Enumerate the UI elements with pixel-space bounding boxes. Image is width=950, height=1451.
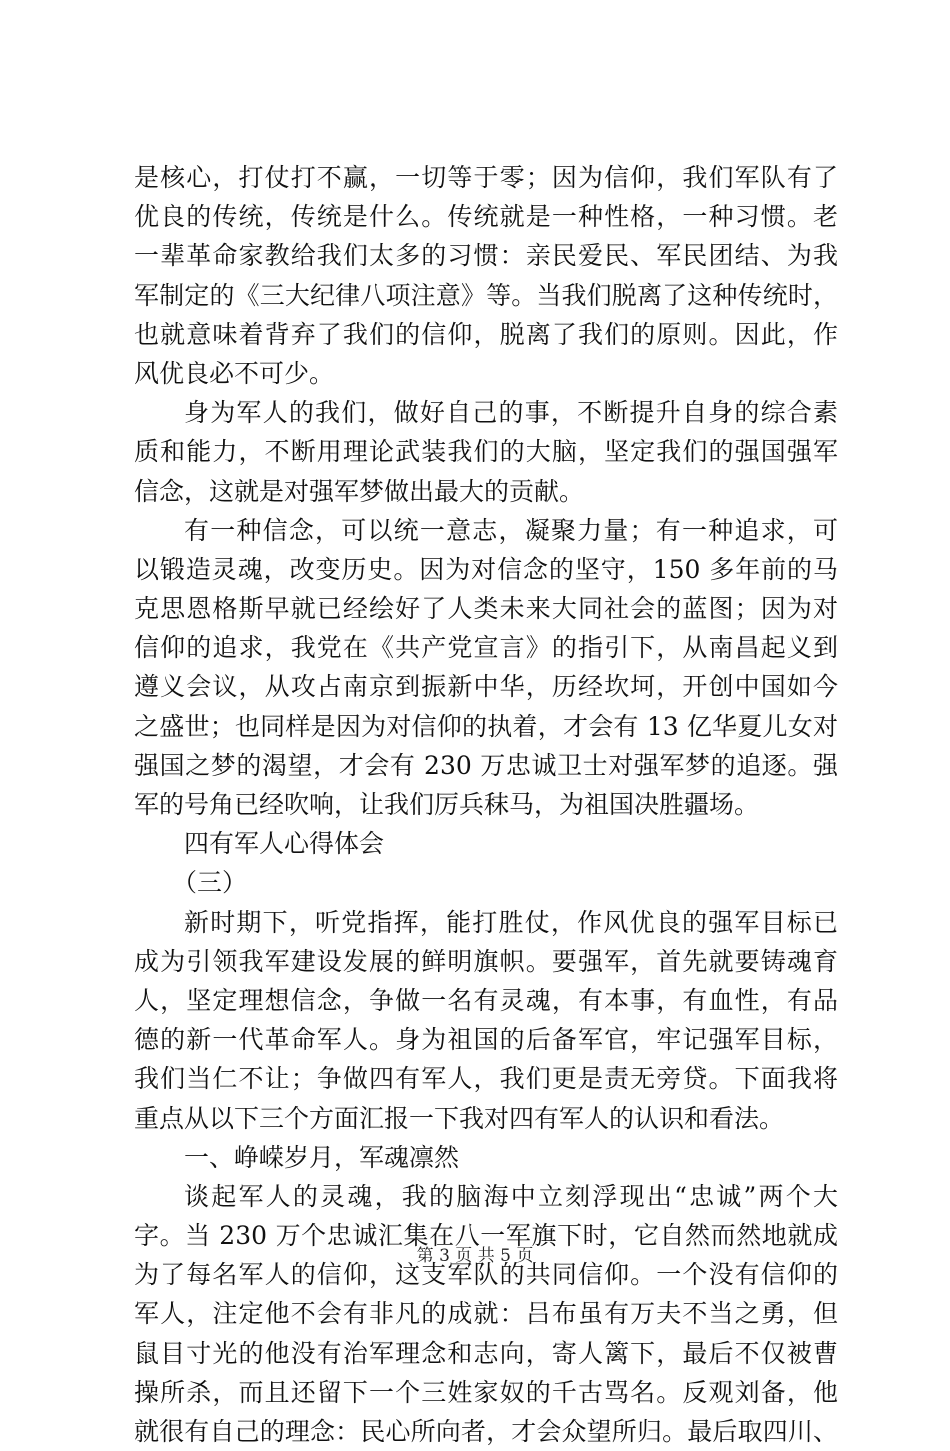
- subsection-heading: 一、峥嵘岁月，军魂凛然: [184, 1142, 460, 1172]
- text-line: 成为引领我军建设发展的鲜明旗帜。要强军，首先就要铸魂育: [134, 946, 838, 976]
- text-line: 为了每名军人的信仰，这支军队的共同信仰。一个没有信仰的: [134, 1260, 838, 1290]
- text-line: 军制定的《三大纪律八项注意》等。当我们脱离了这种传统时，: [134, 280, 838, 310]
- text-line: 之盛世；也同样是因为对信仰的执着，才会有 13 亿华夏儿女对: [134, 711, 838, 741]
- text-line: 信仰的追求，我党在《共产党宣言》的指引下，从南昌起义到: [134, 633, 838, 663]
- text-line: 质和能力，不断用理论武装我们的大脑，坚定我们的强国强军: [134, 437, 838, 467]
- text-line: 重点从以下三个方面汇报一下我对四有军人的认识和看法。: [134, 1103, 785, 1133]
- text-line: 一辈革命家教给我们太多的习惯：亲民爱民、军民团结、为我: [134, 241, 838, 271]
- text-line: 新时期下，听党指挥，能打胜仗，作风优良的强军目标已: [184, 907, 838, 937]
- text-line: 字。当 230 万个忠诚汇集在八一军旗下时，它自然而然地就成: [134, 1221, 838, 1251]
- page-number-footer: 第 3 页 共 5 页: [416, 1246, 534, 1266]
- text-line: 谈起军人的灵魂，我的脑海中立刻浮现出“忠诚”两个大: [184, 1181, 838, 1211]
- section-title: 四有军人心得体会: [184, 829, 385, 859]
- text-line: 也就意味着背弃了我们的信仰，脱离了我们的原则。因此，作: [134, 319, 838, 349]
- text-line: 德的新一代革命军人。身为祖国的后备军官，牢记强军目标，: [134, 1025, 838, 1055]
- text-line: 身为军人的我们，做好自己的事，不断提升自身的综合素: [184, 398, 838, 428]
- text-line: 风优良必不可少。: [134, 358, 335, 388]
- text-line: 信念，这就是对强军梦做出最大的贡献。: [134, 476, 585, 506]
- text-line: 是核心，打仗打不赢，一切等于零；因为信仰，我们军队有了: [134, 163, 838, 192]
- text-line: 优良的传统，传统是什么。传统就是一种性格，一种习惯。老: [134, 202, 838, 232]
- text-line: 以锻造灵魂，改变历史。因为对信念的坚守，150 多年前的马: [134, 554, 838, 584]
- text-line: 鼠目寸光的他没有治军理念和志向，寄人篱下，最后不仅被曹: [134, 1338, 838, 1368]
- text-line: 遵义会议，从攻占南京到振新中华，历经坎坷，开创中国如今: [134, 672, 838, 702]
- text-line: 军的号角已经吹响，让我们厉兵秣马，为祖国决胜疆场。: [134, 790, 760, 819]
- text-line: 就很有自己的理念：民心所向者，才会众望所归。最后取四川、: [134, 1417, 838, 1446]
- section-number: （三）: [172, 868, 248, 898]
- text-line: 强国之梦的渴望，才会有 230 万忠诚卫士对强军梦的追逐。强: [134, 750, 838, 780]
- text-line: 我们当仁不让；争做四有军人，我们更是责无旁贷。下面我将: [134, 1064, 838, 1094]
- text-line: 人，坚定理想信念，争做一名有灵魂，有本事，有血性，有品: [134, 985, 838, 1015]
- text-line: 军人，注定他不会有非凡的成就：吕布虽有万夫不当之勇，但: [134, 1299, 838, 1329]
- text-line: 操所杀，而且还留下一个三姓家奴的千古骂名。反观刘备，他: [134, 1377, 838, 1407]
- text-line: 克思恩格斯早就已经绘好了人类未来大同社会的蓝图；因为对: [134, 594, 838, 624]
- text-line: 有一种信念，可以统一意志，凝聚力量；有一种追求，可: [184, 515, 838, 545]
